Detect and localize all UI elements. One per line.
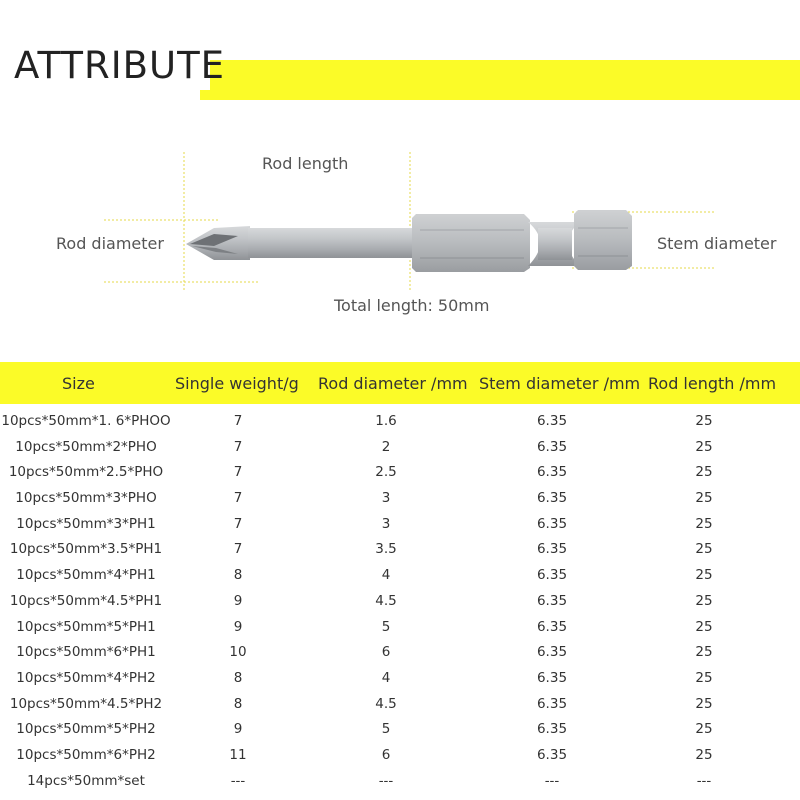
table-row [0,614,800,640]
screwdriver-bit [186,210,632,272]
cell-stem-diameter: 6.35 [536,618,568,635]
cell-rod-length: 25 [695,490,713,507]
cell-weight: 7 [233,464,243,481]
cell-size: 10pcs*50mm*3*PH1 [16,515,156,532]
cell-size: 10pcs*50mm*3*PHO [15,490,157,507]
cell-size: 10pcs*50mm*5*PH1 [16,618,156,635]
cell-rod-length: 25 [695,669,713,686]
cell-weight: 9 [233,618,243,635]
cell-weight: 8 [233,567,243,584]
cell-weight: 8 [233,669,243,686]
rod-length-label: Rod length [262,154,349,173]
cell-weight: 7 [233,438,243,455]
cell-rod-diameter: 5 [381,721,391,738]
cell-stem-diameter: 6.35 [536,490,568,507]
cell-size: 10pcs*50mm*2*PHO [15,438,157,455]
cell-rod-diameter: 3 [381,490,391,507]
cell-size: 10pcs*50mm*1. 6*PHOO [1,413,171,429]
cell-stem-diameter: 6.35 [536,464,568,481]
cell-rod-length: 25 [695,746,713,763]
cell-stem-diameter: 6.35 [536,746,568,763]
cell-size: 10pcs*50mm*4*PH2 [16,669,156,686]
table-body [0,408,800,793]
cell-size: 10pcs*50mm*2.5*PHO [8,464,164,481]
cell-stem-diameter: 6.35 [536,695,568,712]
cell-weight: 7 [233,541,243,558]
cell-rod-diameter: 2 [381,438,391,455]
cell-weight: 8 [233,695,243,712]
cell-stem-diameter: 6.35 [536,567,568,584]
cell-rod-diameter: 5 [381,618,391,635]
table-row [0,408,800,434]
cell-size: 10pcs*50mm*6*PH1 [16,644,156,661]
cell-rod-diameter: 2.5 [375,464,397,481]
cell-rod-diameter: --- [378,772,394,789]
cell-stem-diameter: 6.35 [536,541,568,558]
table-row [0,434,800,460]
cell-size: 10pcs*50mm*4.5*PH1 [9,592,163,609]
cell-rod-diameter: 6 [381,746,391,763]
table-row [0,665,800,691]
table-row [0,459,800,485]
cell-rod-length: 25 [695,695,713,712]
table-row [0,742,800,768]
cell-rod-length: 25 [695,592,713,609]
cell-rod-length: 25 [695,567,713,584]
cell-rod-diameter: 6 [381,644,391,661]
cell-weight: 9 [233,592,243,609]
bit-hex-end [574,210,632,270]
cell-stem-diameter: 6.35 [536,515,568,532]
cell-rod-length: 25 [695,644,713,661]
bit-hex-body [412,214,530,272]
cell-size: 10pcs*50mm*3.5*PH1 [9,541,163,558]
cell-stem-diameter: 6.35 [536,592,568,609]
cell-rod-diameter: 3 [381,515,391,532]
cell-weight: 9 [233,721,243,738]
cell-rod-length: 25 [695,541,713,558]
cell-size: 10pcs*50mm*4*PH1 [16,567,156,584]
cell-size: 10pcs*50mm*6*PH2 [16,746,156,763]
table-row [0,485,800,511]
cell-rod-diameter: 4 [381,669,391,686]
cell-size: 10pcs*50mm*4.5*PH2 [9,695,163,712]
header-rod-diameter: Rod diameter /mm [318,374,468,393]
cell-rod-diameter: 4 [381,567,391,584]
bit-diagram [0,110,800,350]
rod-diameter-label: Rod diameter [56,234,164,253]
bit-shaft [248,228,416,258]
cell-weight: 7 [233,515,243,532]
table-row [0,511,800,537]
cell-rod-length: 25 [695,515,713,532]
cell-stem-diameter: 6.35 [536,413,568,429]
cell-rod-length: --- [696,772,712,789]
cell-weight: 7 [233,413,243,429]
cell-rod-length: 25 [695,464,713,481]
header-yellow-bar [200,60,800,100]
table-row [0,716,800,742]
cell-rod-length: 25 [695,618,713,635]
header-rod-length: Rod length /mm [648,374,777,393]
cell-rod-length: 25 [695,721,713,738]
table-row [0,536,800,562]
header-stem-diameter: Stem diameter /mm [479,374,641,393]
cell-rod-length: 25 [695,438,713,455]
stem-diameter-label: Stem diameter [657,234,777,253]
cell-stem-diameter: 6.35 [536,644,568,661]
cell-rod-length: 25 [695,413,713,429]
cell-rod-diameter: 3.5 [375,541,397,558]
table-row [0,768,800,794]
table-row [0,691,800,717]
page-title: ATTRIBUTE [14,44,226,87]
cell-size: 14pcs*50mm*set [27,772,145,789]
table-row [0,588,800,614]
cell-weight: 7 [233,490,243,507]
cell-stem-diameter: 6.35 [536,438,568,455]
cell-weight: 10 [229,644,247,661]
header-size: Size [62,374,95,393]
table-row [0,562,800,588]
header-weight: Single weight/g [175,374,299,393]
cell-size: 10pcs*50mm*5*PH2 [16,721,156,738]
cell-weight: 11 [229,746,247,763]
cell-stem-diameter: 6.35 [536,721,568,738]
table-header [0,362,800,404]
cell-rod-diameter: 4.5 [375,592,397,609]
cell-stem-diameter: --- [544,772,560,789]
cell-stem-diameter: 6.35 [536,669,568,686]
total-length-label: Total length: 50mm [334,296,490,315]
cell-rod-diameter: 1.6 [375,413,397,429]
cell-rod-diameter: 4.5 [375,695,397,712]
table-row [0,639,800,665]
cell-weight: --- [230,772,246,789]
